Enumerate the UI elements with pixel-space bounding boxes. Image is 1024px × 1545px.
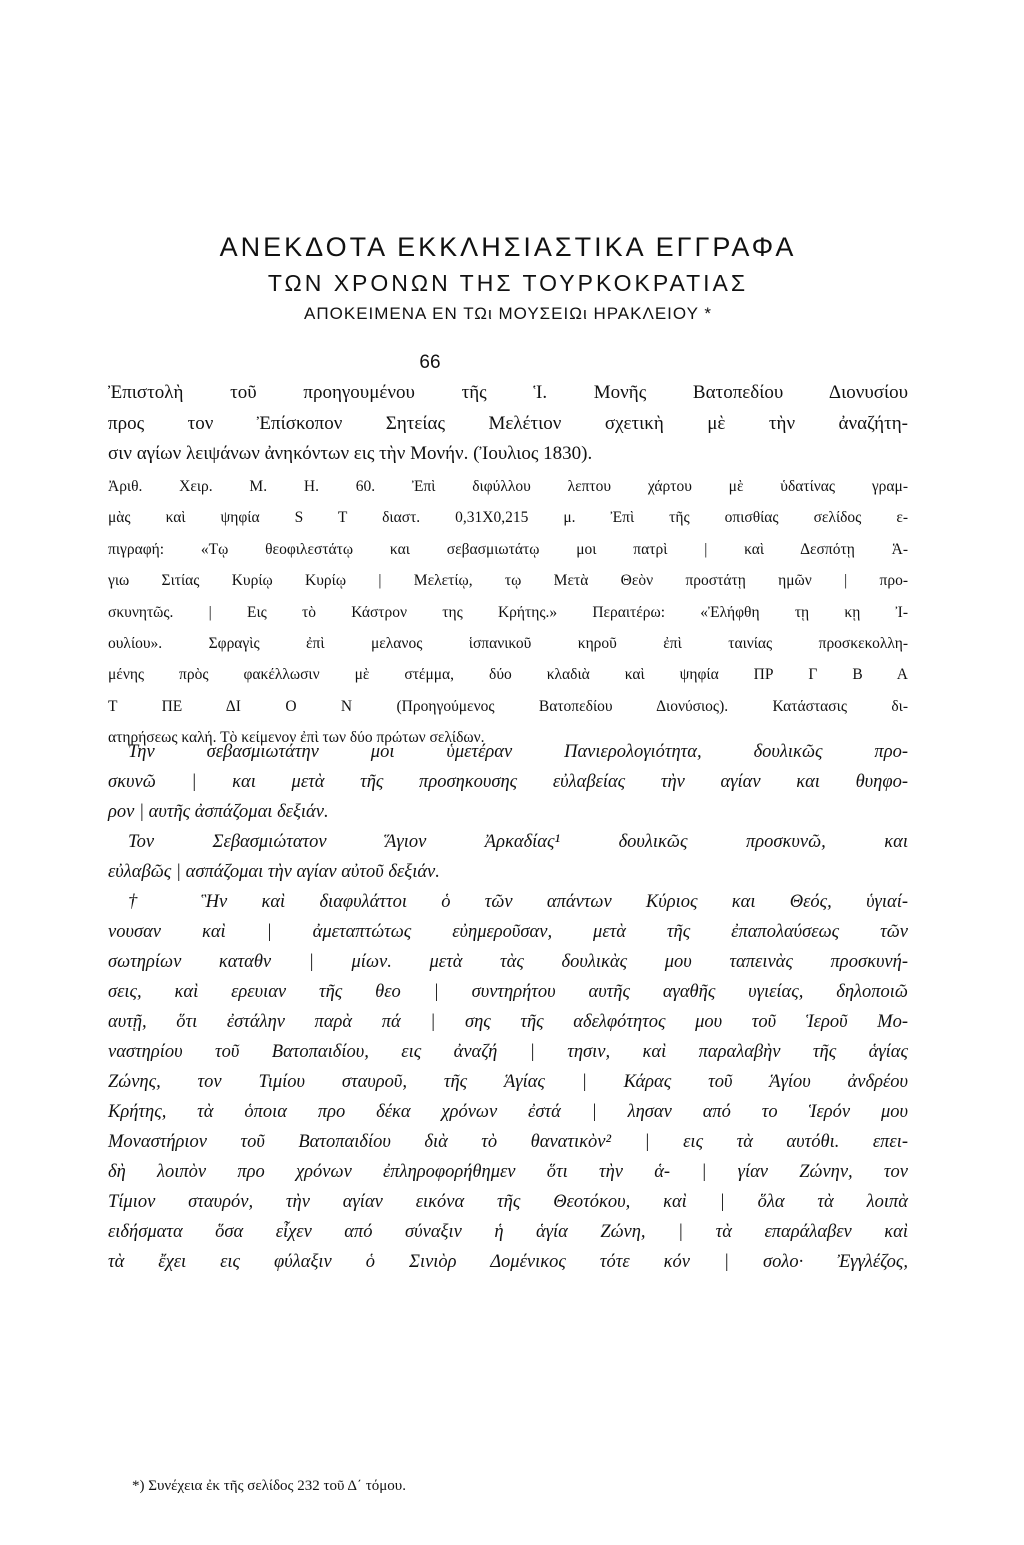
summary-line: σιν αγίων λειψάνων ἀνηκόντων εις τὴν Μονήν. (Ἰουλιος 1830). [108,443,593,464]
letter-line: Μοναστήριον τοῦ Βατοπαιδίου διὰ τὸ θανατικὸν² | εις τὰ αυτόθι. επει- [108,1132,908,1152]
letter-line: σεις, καὶ ερευιαν τῆς θεο | συντηρήτου αυτῆς αγαθῆς υγιείας, δηλοποιῶ [108,982,908,1002]
meta-line: πιγραφή: «Τῳ θεοφιλεστάτῳ και σεβασμιωτάτῳ μοι πατρὶ | καὶ Δεσπότῃ Ἁ- [108,540,908,558]
manuscript-description [108,471,908,754]
letter-line: αυτῇ, ὅτι ἐστάλην παρὰ πά | σης τῆς αδελφότητος μου τοῦ Ἱεροῦ Μο- [108,1012,908,1032]
footnote: *) Συνέχεια ἐκ τῆς σελίδος 232 τοῦ Δ΄ τόμου. [132,1478,406,1494]
letter-line: Τίμιον σταυρόν, τὴν αγίαν εικόνα τῆς Θεοτόκου, καὶ | ὅλα τὰ λοιπὰ [108,1192,908,1212]
letter-line: ρον | αυτῆς ἀσπάζομαι δεξιάν. [108,802,329,822]
meta-line: μὰς καὶ ψηφία S T διαστ. 0,31Χ0,215 μ. Ἐπὶ τῆς οπισθίας σελίδος ε- [108,509,908,527]
letter-line: Ζώνης, τον Τιμίου σταυροῦ, τῆς Ἁγίας | Κάρας τοῦ Ἁγίου ἀνδρέου [108,1072,908,1092]
letter-line: σωτηρίων καταθν | μίων. μετὰ τὰς δουλικὰς μου ταπεινὰς προσκυνή- [108,952,908,972]
letter-line: δὴ λοιπὸν προ χρόνων ἐπληροφορήθημεν ὅτι τὴν ἁ- | γίαν Ζώνην, τον [108,1162,908,1182]
meta-line: Ἀριθ. Χειρ. Μ. Η. 60. Ἐπὶ διφύλλου λεπτου χάρτου μὲ ὑδατίνας γραμ- [108,478,908,495]
letter-line: εὐλαβῶς | ασπάζομαι τὴν αγίαν αὐτοῦ δεξιάν. [108,862,440,882]
page-subtitle: ΤΩΝ ΧΡΟΝΩΝ ΤΗΣ ΤΟΥΡΚΟΚΡΑΤΙΑΣ [267,270,749,296]
page-source-note: ΑΠΟΚΕΙΜΕΝΑ ΕΝ ΤΩι ΜΟΥΣΕΙΩι ΗΡΑΚΛΕΙΟΥ * [304,304,712,323]
summary-line: Ἐπιστολὴ τοῦ προηγουμένου τῆς Ἱ. Μονῆς Βατοπεδίου Διονυσίου [108,382,908,403]
letter-line: ειδήσματα ὅσα εἶχεν από σύναξιν ἡ ἁγία Ζώνη, | τὰ επαράλαβεν καὶ [108,1222,908,1242]
letter-line: τὰ ἔχει εις φύλαξιν ὁ Σινιὸρ Δομένικος τότε κόν | σολο· Ἐγγλέζος, [108,1252,908,1272]
letter-line: ναστηρίου τοῦ Βατοπαιδίου, εις ἀναζή | τησιν, καὶ παραλαβὴν τῆς ἁγίας [108,1042,908,1062]
letter-line: Την σεβασμιωτάτην μοι ὑμετέραν Πανιερολογιότητα, δουλικῶς προ- [128,742,908,762]
meta-line: γιω Σιτίας Κυρίῳ Κυρίῳ | Μελετίῳ, τῳ Μετὰ Θεὸν προστάτῃ ημῶν | προ- [108,572,908,590]
summary-line: προς τον Ἐπίσκοπον Σητείας Μελέτιον σχετικὴ μὲ τὴν ἀναζήτη- [108,412,908,434]
meta-line: μένης πρὸς φακέλλωσιν μὲ στέμμα, δύο κλαδιὰ καὶ ψηφία ΠΡ Γ Β Α [108,666,908,684]
document-summary [108,378,908,470]
letter-line: Κρήτης, τὰ ὁποια προ δέκα χρόνων ἐστά | λησαν από το Ἱερόν μου [108,1102,908,1122]
letter-line: Τον Σεβασμιώτατον Ἅγιον Ἀρκαδίας¹ δουλικῶς προσκυνῶ, και [128,832,908,852]
meta-line: Τ ΠΕ ΔΙ Ο Ν (Προηγούμενος Βατοπεδίου Διονύσιος). Κατάστασις δι- [108,697,908,715]
page-title: ΑΝΕΚΔΟΤΑ ΕΚΚΛΗΣΙΑΣΤΙΚΑ ΕΓΓΡΑΦΑ [219,232,797,262]
letter-line: νουσαν καὶ | ἀμεταπτώτως εὐημεροῦσαν, μετὰ τῆς ἐπαπολαύσεως τῶν [108,922,908,942]
letter-line: † Ἣν καὶ διαφυλάττοι ὁ τῶν απάντων Κύριος και Θεός, ὑγιαί- [128,892,908,912]
letter-text [108,737,908,1277]
meta-line: σκυνητῶς. | Εις τὸ Κάστρον της Κρήτης.» Περαιτέρω: «Ἐλήφθη τῃ κῃ Ἰ- [108,603,908,621]
document-number: 66 [419,352,441,373]
letter-line: σκυνῶ | και μετὰ τῆς προσηκουσης εὐλαβείας τὴν αγίαν και θυηφο- [108,772,908,792]
meta-line: ατηρήσεως καλή. Τὸ κείμενον ἐπὶ των δύο πρώτων σελίδων. [108,729,485,747]
meta-line: ουλίου». Σφραγὶς ἐπὶ μελανος ἱσπανικοῦ κηροῦ ἐπὶ ταινίας προσκεκολλη- [108,634,908,652]
